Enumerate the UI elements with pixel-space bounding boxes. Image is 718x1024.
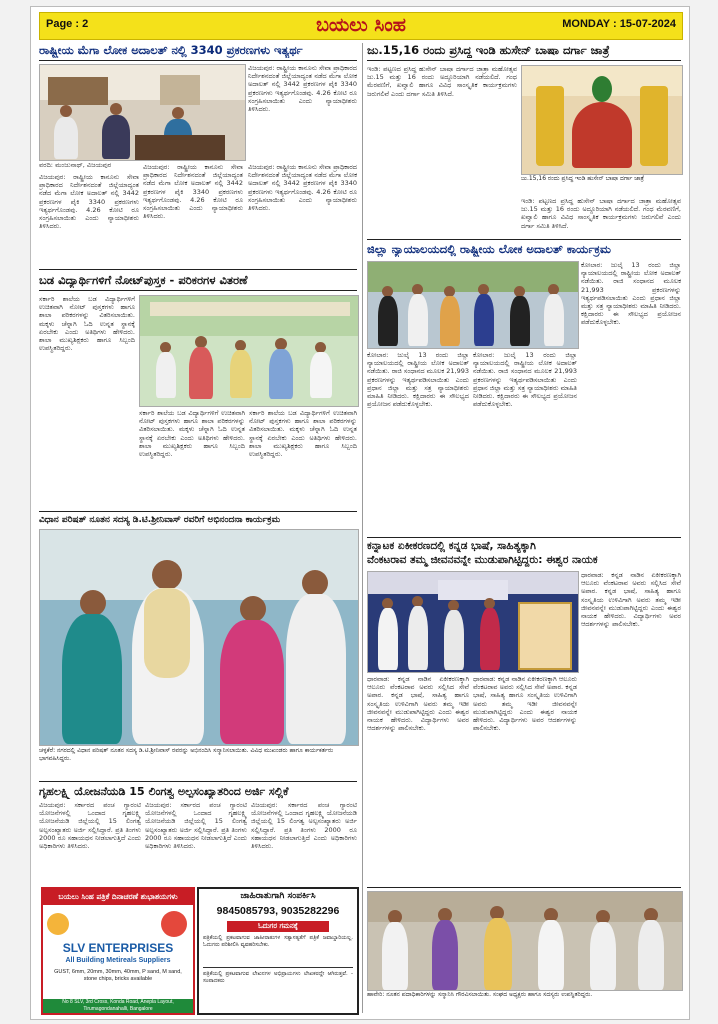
masthead: [39, 12, 683, 40]
group-photo: [367, 891, 683, 991]
notebooks-headline: ಬಡ ವಿದ್ಯಾರ್ಥಿಗಳಿಗೆ ನೋಟ್‌ಪುಸ್ತಕ - ಪರಿಕರಗಳ ವಿತರಣೆ: [39, 273, 248, 287]
notebooks-body-col3: ಸರ್ಕಾರಿ ಶಾಲೆಯ ಬಡ ವಿದ್ಯಾರ್ಥಿಗಳಿಗೆ ಉಚಿತವಾಗಿ ನೋಟ್ ಪುಸ್ತಕಗಳು ಹಾಗೂ ಶಾಲಾ ಪರಿಕರಗಳನ್ನು ವಿತರಿಸಲಾಯಿತು. ಮಕ್ಕಳು ಚೆನ್ನಾಗಿ ಓದಿ ಉನ್ನತ ಸ್ಥಾನಕ್ಕೆ ಏರಬೇಕು ಎಂದು ಅತಿಥಿಗಳು ಹೇಳಿದರು. ಶಾಲಾ ಮುಖ್ಯಶಿಕ್ಷಕರು ಹಾಗೂ ಸಿಬ್ಬಂದಿ ಉಪಸ್ಥಿತರಿದ್ದರು.: [249, 409, 357, 459]
venkatarao-headline-1: ಕನ್ನಾಟಕ ಏಕೀಕರಣದಲ್ಲಿ ಕನ್ನಡ ಭಾಷೆ, ಸಾಹಿತ್ಯಕ್ಕಾಗಿ: [367, 540, 536, 552]
slv-ad-name: SLV ENTERPRISES: [62, 941, 174, 955]
divider: [367, 60, 681, 61]
urs-headline: ಜು.15,16 ರಂದು ಪ್ರಸಿದ್ಧ ಇಂಡಿ ಹುಸೇನ್ ಬಾಷಾ ದರ್ಗಾ ಜಾತ್ರೆ: [367, 43, 610, 57]
adalat-body-col3: ವಿಜಯಪುರ: ರಾಷ್ಟ್ರೀಯ ಕಾನೂನು ಸೇವಾ ಪ್ರಾಧಿಕಾರದ ನಿರ್ದೇಶನದಂತೆ ಜಿಲ್ಲೆಯಾದ್ಯಂತ ನಡೆದ ಮೆಗಾ ಲೋಕ ಅದಾಲತ್ ನಲ್ಲಿ 3442 ಪ್ರಕರಣಗಳ ಪೈಕಿ 3340 ಪ್ರಕರಣಗಳು ಇತ್ಯರ್ಥಗೊಂಡವು. 4.26 ಕೋಟಿ ರೂ ಸಂಗ್ರಹಿಸಲಾಯಿತು ಎಂದು ನ್ಯಾಯಾಧೀಶರು ತಿಳಿಸಿದರು.: [248, 163, 357, 213]
felicitation-caption: ಚಳ್ಳಕೆರೆ: ನಗರದಲ್ಲಿ ವಿಧಾನ ಪರಿಷತ್ ನೂತನ ಸದಸ್ಯ ಡಿ.ಟಿ.ಶ್ರೀನಿವಾಸ್ ರವರನ್ನು ಅಭಿನಂದಿಸಿ ಸನ್ಮಾನಿಸಲಾಯಿತು. ವಿವಿಧ ಮುಖಂಡರು ಹಾಗೂ ಕಾರ್ಯಕರ್ತರು ಭಾಗವಹಿಸಿದ್ದರು.: [39, 747, 334, 762]
gruhalakshmi-body-col2: ವಿಜಯಪುರ: ಸರ್ಕಾರದ ಪಂಚ ಗ್ಯಾರಂಟಿ ಯೋಜನೆಗಳಲ್ಲಿ ಒಂದಾದ ಗೃಹಲಕ್ಷ್ಮಿ ಯೋಜನೆಯಡಿ ಜಿಲ್ಲೆಯಲ್ಲಿ 15 ಲಿಂಗತ್ವ ಅಲ್ಪಸಂಖ್ಯಾತರು ಅರ್ಜಿ ಸಲ್ಲಿಸಿದ್ದಾರೆ. ಪ್ರತಿ ತಿಂಗಳು 2000 ರೂ ಸಹಾಯಧನ ನೀಡಲಾಗುತ್ತಿದೆ ಎಂದು ಅಧಿಕಾರಿಗಳು ತಿಳಿಸಿದರು.: [145, 801, 247, 851]
issue-date: MONDAY : 15-07-2024: [562, 18, 676, 30]
gruhalakshmi-headline: ಗೃಹಲಕ್ಷ್ಮಿ ಯೋಜನೆಯಡಿ 15 ಲಿಂಗತ್ವ ಅಲ್ಪಸಂಖ್ಯಾತರಿಂದ ಅರ್ಜಿ ಸಲ್ಲಿಕೆ: [39, 785, 289, 798]
slv-ad-items: GUST, 6mm, 20mm, 30mm, 40mm, P sand, M sand, stone chips, bricks available: [54, 969, 182, 982]
felicitation-photo: [39, 529, 359, 746]
felicitation-headline: ವಿಧಾನ ಪರಿಷತ್ ನೂತನ ಸದಸ್ಯ ಡಿ.ಟಿ.ಶ್ರೀನಿವಾಸ್ ರವರಿಗೆ ಅಭಿನಂದನಾ ಕಾರ್ಯಕ್ರಮ: [39, 515, 281, 525]
gruhalakshmi-body-col1: ವಿಜಯಪುರ: ಸರ್ಕಾರದ ಪಂಚ ಗ್ಯಾರಂಟಿ ಯೋಜನೆಗಳಲ್ಲಿ ಒಂದಾದ ಗೃಹಲಕ್ಷ್ಮಿ ಯೋಜನೆಯಡಿ ಜಿಲ್ಲೆಯಲ್ಲಿ 15 ಲಿಂಗತ್ವ ಅಲ್ಪಸಂಖ್ಯಾತರು ಅರ್ಜಿ ಸಲ್ಲಿಸಿದ್ದಾರೆ. ಪ್ರತಿ ತಿಂಗಳು 2000 ರೂ ಸಹಾಯಧನ ನೀಡಲಾಗುತ್ತಿದೆ ಎಂದು ಅಧಿಕಾರಿಗಳು ತಿಳಿಸಿದರು.: [39, 801, 141, 851]
district-adalat-photo: [367, 261, 579, 349]
students-photo: [139, 295, 359, 407]
venkatarao-headline-2: ವೆಂಕಟರಾವ ತಮ್ಮ ಜೀವನವನ್ನೇ ಮುಡುಪಾಗಿಟ್ಟಿದ್ದರು: ಈಶ್ವರ ನಾಯಕ: [367, 554, 598, 566]
notebooks-body-col1: ಸರ್ಕಾರಿ ಶಾಲೆಯ ಬಡ ವಿದ್ಯಾರ್ಥಿಗಳಿಗೆ ಉಚಿತವಾಗಿ ನೋಟ್ ಪುಸ್ತಕಗಳು ಹಾಗೂ ಶಾಲಾ ಪರಿಕರಗಳನ್ನು ವಿತರಿಸಲಾಯಿತು. ಮಕ್ಕಳು ಚೆನ್ನಾಗಿ ಓದಿ ಉನ್ನತ ಸ್ಥಾನಕ್ಕೆ ಏರಬೇಕು ಎಂದು ಅತಿಥಿಗಳು ಹೇಳಿದರು. ಶಾಲಾ ಮುಖ್ಯಶಿಕ್ಷಕರು ಹಾಗೂ ಸಿಬ್ಬಂದಿ ಉಪಸ್ಥಿತರಿದ್ದರು.: [39, 295, 135, 353]
column-divider: [362, 43, 363, 1013]
court-photo: [39, 64, 246, 161]
divider: [367, 887, 681, 888]
classified-contact-ad: [197, 887, 359, 1015]
newspaper-page: [30, 6, 690, 1020]
divider: [39, 269, 357, 270]
stage-photo: [367, 571, 579, 673]
divider: [367, 537, 681, 538]
district-adalat-body-col3: ಕೋಲಾರ: ಜುಲೈ 13 ರಂದು ಜಿಲ್ಲಾ ನ್ಯಾಯಾಲಯದಲ್ಲಿ ರಾಷ್ಟ್ರೀಯ ಲೋಕ ಅದಾಲತ್ ನಡೆಯಿತು. ರಾಜಿ ಸಂಧಾನದ ಮೂಲಕ 21,993 ಪ್ರಕರಣಗಳನ್ನು ಇತ್ಯರ್ಥಪಡಿಸಲಾಯಿತು ಎಂದು ಪ್ರಧಾನ ಜಿಲ್ಲಾ ಮತ್ತು ಸತ್ರ ನ್ಯಾಯಾಧೀಶರು ಮಾಹಿತಿ ನೀಡಿದರು. ಕಕ್ಷಿದಾರರು ಈ ಸೌಲಭ್ಯದ ಪ್ರಯೋಜನ ಪಡೆದುಕೊಳ್ಳಬೇಕು.: [581, 261, 681, 327]
notebooks-body-col2: ಸರ್ಕಾರಿ ಶಾಲೆಯ ಬಡ ವಿದ್ಯಾರ್ಥಿಗಳಿಗೆ ಉಚಿತವಾಗಿ ನೋಟ್ ಪುಸ್ತಕಗಳು ಹಾಗೂ ಶಾಲಾ ಪರಿಕರಗಳನ್ನು ವಿತರಿಸಲಾಯಿತು. ಮಕ್ಕಳು ಚೆನ್ನಾಗಿ ಓದಿ ಉನ್ನತ ಸ್ಥಾನಕ್ಕೆ ಏರಬೇಕು ಎಂದು ಅತಿಥಿಗಳು ಹೇಳಿದರು. ಶಾಲಾ ಮುಖ್ಯಶಿಕ್ಷಕರು ಹಾಗೂ ಸಿಬ್ಬಂದಿ ಉಪಸ್ಥಿತರಿದ್ದರು.: [139, 409, 245, 459]
portrait-frame: [518, 602, 572, 670]
slv-enterprises-ad: [41, 887, 195, 1015]
venkatarao-body-col2: ಧಾರವಾಡ: ಕನ್ನಡ ನಾಡಿನ ಏಕೀಕರಣಕ್ಕಾಗಿ ಆಲೂರು ವೆಂಕಟರಾವ ಅವರು ಸಲ್ಲಿಸಿದ ಸೇವೆ ಅಪಾರ. ಕನ್ನಡ ಭಾಷೆ, ಸಾಹಿತ್ಯ ಹಾಗೂ ಸಂಸ್ಕೃತಿಯ ಉಳಿವಿಗಾಗಿ ಅವರು ತಮ್ಮ ಇಡೀ ಜೀವನವನ್ನೇ ಮುಡುಪಾಗಿಟ್ಟಿದ್ದರು ಎಂದು ಈಶ್ವರ ನಾಯಕ ಹೇಳಿದರು. ವಿದ್ಯಾರ್ಥಿಗಳು ಅವರ ಆದರ್ಶಗಳನ್ನು ಪಾಲಿಸಬೇಕು.: [473, 675, 577, 733]
divider: [39, 290, 357, 291]
divider: [367, 239, 681, 240]
adalat-dateline: ವರದಿ: ಮಂಜುನಾಥ್, ವಿಜಯಪುರ: [39, 161, 112, 169]
classified-subtitle: ಓದುಗರ ಗಮನಕ್ಕೆ: [227, 921, 329, 932]
deity-portrait-icon: [161, 911, 187, 937]
adalat-body-col1b: ವಿಜಯಪುರ: ರಾಷ್ಟ್ರೀಯ ಕಾನೂನು ಸೇವಾ ಪ್ರಾಧಿಕಾರದ ನಿರ್ದೇಶನದಂತೆ ಜಿಲ್ಲೆಯಾದ್ಯಂತ ನಡೆದ ಮೆಗಾ ಲೋಕ ಅದಾಲತ್ ನಲ್ಲಿ 3442 ಪ್ರಕರಣಗಳ ಪೈಕಿ 3340 ಪ್ರಕರಣಗಳು ಇತ್ಯರ್ಥಗೊಂಡವು. 4.26 ಕೋಟಿ ರೂ ಸಂಗ್ರಹಿಸಲಾಯಿತು ಎಂದು ನ್ಯಾಯಾಧೀಶರು ತಿಳಿಸಿದರು.: [143, 163, 243, 221]
adalat-headline: ರಾಷ್ಟ್ರೀಯ ಮೆಗಾ ಲೋಕ ಅದಾಲತ್ ನಲ್ಲಿ 3340 ಪ್ರಕರಣಗಳು ಇತ್ಯರ್ಥ: [39, 43, 303, 57]
venkatarao-body-col1: ಧಾರವಾಡ: ಕನ್ನಡ ನಾಡಿನ ಏಕೀಕರಣಕ್ಕಾಗಿ ಆಲೂರು ವೆಂಕಟರಾವ ಅವರು ಸಲ್ಲಿಸಿದ ಸೇವೆ ಅಪಾರ. ಕನ್ನಡ ಭಾಷೆ, ಸಾಹಿತ್ಯ ಹಾಗೂ ಸಂಸ್ಕೃತಿಯ ಉಳಿವಿಗಾಗಿ ಅವರು ತಮ್ಮ ಇಡೀ ಜೀವನವನ್ನೇ ಮುಡುಪಾಗಿಟ್ಟಿದ್ದರು ಎಂದು ಈಶ್ವರ ನಾಯಕ ಹೇಳಿದರು. ವಿದ್ಯಾರ್ಥಿಗಳು ಅವರ ಆದರ್ಶಗಳನ್ನು ಪಾಲಿಸಬೇಕು.: [367, 675, 469, 733]
urs-body-col2: ಇಂಡಿ: ಪಟ್ಟಣದ ಪ್ರಸಿದ್ಧ ಹುಸೇನ್ ಬಾಷಾ ದರ್ಗಾದ ಜಾತ್ರಾ ಮಹೋತ್ಸವ ಜು.15 ಮತ್ತು 16 ರಂದು ಅದ್ದೂರಿಯಾಗಿ ನಡೆಯಲಿದೆ. ಗಂಧ ಮೆರವಣಿಗೆ, ಖವ್ವಾಲಿ ಹಾಗೂ ವಿವಿಧ ಸಾಂಸ್ಕೃತಿಕ ಕಾರ್ಯಕ್ರಮಗಳು ಜರುಗಲಿವೆ ಎಂದು ದರ್ಗಾ ಸಮಿತಿ ತಿಳಿಸಿದೆ.: [521, 197, 681, 230]
classified-footer: ಪತ್ರಿಕೆಯಲ್ಲಿ ಪ್ರಕಟವಾಗುವ ಲೇಖನಗಳ ಅಭಿಪ್ರಾಯಗಳು ಲೇಖಕರದ್ದೇ ಆಗಿರುತ್ತವೆ. - ಸಂಪಾದಕರು: [203, 971, 353, 984]
district-adalat-headline: ಜಿಲ್ಲಾ ನ್ಯಾಯಾಲಯದಲ್ಲಿ ರಾಷ್ಟ್ರೀಯ ಲೋಕ ಅದಾಲತ್ ಕಾರ್ಯಕ್ರಮ: [367, 242, 611, 256]
slv-ad-tagline: All Building Metireals Suppliers: [65, 957, 171, 964]
adalat-body-col1: ವಿಜಯಪುರ: ರಾಷ್ಟ್ರೀಯ ಕಾನೂನು ಸೇವಾ ಪ್ರಾಧಿಕಾರದ ನಿರ್ದೇಶನದಂತೆ ಜಿಲ್ಲೆಯಾದ್ಯಂತ ನಡೆದ ಮೆಗಾ ಲೋಕ ಅದಾಲತ್ ನಲ್ಲಿ 3442 ಪ್ರಕರಣಗಳ ಪೈಕಿ 3340 ಪ್ರಕರಣಗಳು ಇತ್ಯರ್ಥಗೊಂಡವು. 4.26 ಕೋಟಿ ರೂ ಸಂಗ್ರಹಿಸಲಾಯಿತು ಎಂದು ನ್ಯಾಯಾಧೀಶರು ತಿಳಿಸಿದರು.: [39, 173, 139, 231]
page-number: Page : 2: [46, 18, 89, 30]
gruhalakshmi-body-col3: ವಿಜಯಪುರ: ಸರ್ಕಾರದ ಪಂಚ ಗ್ಯಾರಂಟಿ ಯೋಜನೆಗಳಲ್ಲಿ ಒಂದಾದ ಗೃಹಲಕ್ಷ್ಮಿ ಯೋಜನೆಯಡಿ ಜಿಲ್ಲೆಯಲ್ಲಿ 15 ಲಿಂಗತ್ವ ಅಲ್ಪಸಂಖ್ಯಾತರು ಅರ್ಜಿ ಸಲ್ಲಿಸಿದ್ದಾರೆ. ಪ್ರತಿ ತಿಂಗಳು 2000 ರೂ ಸಹಾಯಧನ ನೀಡಲಾಗುತ್ತಿದೆ ಎಂದು ಅಧಿಕಾರಿಗಳು ತಿಳಿಸಿದರು.: [251, 801, 357, 851]
venkatarao-body-col3: ಧಾರವಾಡ: ಕನ್ನಡ ನಾಡಿನ ಏಕೀಕರಣಕ್ಕಾಗಿ ಆಲೂರು ವೆಂಕಟರಾವ ಅವರು ಸಲ್ಲಿಸಿದ ಸೇವೆ ಅಪಾರ. ಕನ್ನಡ ಭಾಷೆ, ಸಾಹಿತ್ಯ ಹಾಗೂ ಸಂಸ್ಕೃತಿಯ ಉಳಿವಿಗಾಗಿ ಅವರು ತಮ್ಮ ಇಡೀ ಜೀವನವನ್ನೇ ಮುಡುಪಾಗಿಟ್ಟಿದ್ದರು ಎಂದು ಈಶ್ವರ ನಾಯಕ ಹೇಳಿದರು. ವಿದ್ಯಾರ್ಥಿಗಳು ಅವರ ಆದರ್ಶಗಳನ್ನು ಪಾಲಿಸಬೇಕು.: [581, 571, 681, 629]
divider: [39, 60, 357, 61]
slv-ad-address: No 8 SLV, 3rd Cross, Konda Road, Anepla Layout, Tirumagondanahalli, Bangalore: [43, 999, 193, 1013]
group-photo-caption: ಹಾವೇರಿ: ನೂತನ ಪದಾಧಿಕಾರಿಗಳನ್ನು ಸನ್ಮಾನಿಸಿ ಗೌರವಿಸಲಾಯಿತು. ಸಂಘದ ಅಧ್ಯಕ್ಷರು ಹಾಗೂ ಸದಸ್ಯರು ಉಪಸ್ಥಿತರಿದ್ದರು.: [367, 991, 593, 998]
newspaper-title: ಬಯಲು ಸಿಂಹ: [316, 14, 406, 36]
classified-title: ಜಾಹಿರಾತುಗಾಗಿ ಸಂಪರ್ಕಿಸಿ: [240, 891, 316, 901]
district-adalat-body-col1: ಕೋಲಾರ: ಜುಲೈ 13 ರಂದು ಜಿಲ್ಲಾ ನ್ಯಾಯಾಲಯದಲ್ಲಿ ರಾಷ್ಟ್ರೀಯ ಲೋಕ ಅದಾಲತ್ ನಡೆಯಿತು. ರಾಜಿ ಸಂಧಾನದ ಮೂಲಕ 21,993 ಪ್ರಕರಣಗಳನ್ನು ಇತ್ಯರ್ಥಪಡಿಸಲಾಯಿತು ಎಂದು ಪ್ರಧಾನ ಜಿಲ್ಲಾ ಮತ್ತು ಸತ್ರ ನ್ಯಾಯಾಧೀಶರು ಮಾಹಿತಿ ನೀಡಿದರು. ಕಕ್ಷಿದಾರರು ಈ ಸೌಲಭ್ಯದ ಪ್ರಯೋಜನ ಪಡೆದುಕೊಳ್ಳಬೇಕು.: [367, 351, 469, 409]
adalat-body-col2: ವಿಜಯಪುರ: ರಾಷ್ಟ್ರೀಯ ಕಾನೂನು ಸೇವಾ ಪ್ರಾಧಿಕಾರದ ನಿರ್ದೇಶನದಂತೆ ಜಿಲ್ಲೆಯಾದ್ಯಂತ ನಡೆದ ಮೆಗಾ ಲೋಕ ಅದಾಲತ್ ನಲ್ಲಿ 3442 ಪ್ರಕರಣಗಳ ಪೈಕಿ 3340 ಪ್ರಕರಣಗಳು ಇತ್ಯರ್ಥಗೊಂಡವು. 4.26 ಕೋಟಿ ರೂ ಸಂಗ್ರಹಿಸಲಾಯಿತು ಎಂದು ನ್ಯಾಯಾಧೀಶರು ತಿಳಿಸಿದರು.: [248, 64, 357, 114]
divider: [203, 967, 353, 968]
divider: [39, 781, 357, 782]
om-symbol-icon: [47, 913, 69, 935]
urs-body-col1: ಇಂಡಿ: ಪಟ್ಟಣದ ಪ್ರಸಿದ್ಧ ಹುಸೇನ್ ಬಾಷಾ ದರ್ಗಾದ ಜಾತ್ರಾ ಮಹೋತ್ಸವ ಜು.15 ಮತ್ತು 16 ರಂದು ಅದ್ದೂರಿಯಾಗಿ ನಡೆಯಲಿದೆ. ಗಂಧ ಮೆರವಣಿಗೆ, ಖವ್ವಾಲಿ ಹಾಗೂ ವಿವಿಧ ಸಾಂಸ್ಕೃತಿಕ ಕಾರ್ಯಕ್ರಮಗಳು ಜರುಗಲಿವೆ ಎಂದು ದರ್ಗಾ ಸಮಿತಿ ತಿಳಿಸಿದೆ.: [367, 65, 517, 98]
dargah-caption: ಜು.15,16 ರಂದು ಪ್ರಸಿದ್ಧ ಇಂಡಿ ಹುಸೇನ್ ಬಾಷಾ ದರ್ಗಾ ಜಾತ್ರೆ: [521, 175, 645, 182]
dargah-photo: [521, 65, 683, 175]
district-adalat-body-col2: ಕೋಲಾರ: ಜುಲೈ 13 ರಂದು ಜಿಲ್ಲಾ ನ್ಯಾಯಾಲಯದಲ್ಲಿ ರಾಷ್ಟ್ರೀಯ ಲೋಕ ಅದಾಲತ್ ನಡೆಯಿತು. ರಾಜಿ ಸಂಧಾನದ ಮೂಲಕ 21,993 ಪ್ರಕರಣಗಳನ್ನು ಇತ್ಯರ್ಥಪಡಿಸಲಾಯಿತು ಎಂದು ಪ್ರಧಾನ ಜಿಲ್ಲಾ ಮತ್ತು ಸತ್ರ ನ್ಯಾಯಾಧೀಶರು ಮಾಹಿತಿ ನೀಡಿದರು. ಕಕ್ಷಿದಾರರು ಈ ಸೌಲಭ್ಯದ ಪ್ರಯೋಜನ ಪಡೆದುಕೊಳ್ಳಬೇಕು.: [473, 351, 577, 409]
classified-phones: 9845085793, 9035282296: [216, 905, 340, 917]
classified-body: ಪತ್ರಿಕೆಯಲ್ಲಿ ಪ್ರಕಟವಾಗುವ ಜಾಹೀರಾತುಗಳ ಸತ್ಯಾಸತ್ಯತೆಗೆ ಪತ್ರಿಕೆ ಜವಾಬ್ದಾರಿಯಲ್ಲ. ಓದುಗರು ಪರಿಶೀಲಿಸಿ ವ್ಯವಹರಿಸಬೇಕು.: [203, 935, 353, 948]
slv-ad-banner: ಬಯಲು ಸಿಂಹ ಪತ್ರಿಕೆ ದಿನಾಚರಣೆ ಶುಭಾಶಯಗಳು: [43, 889, 193, 905]
divider: [39, 511, 357, 512]
